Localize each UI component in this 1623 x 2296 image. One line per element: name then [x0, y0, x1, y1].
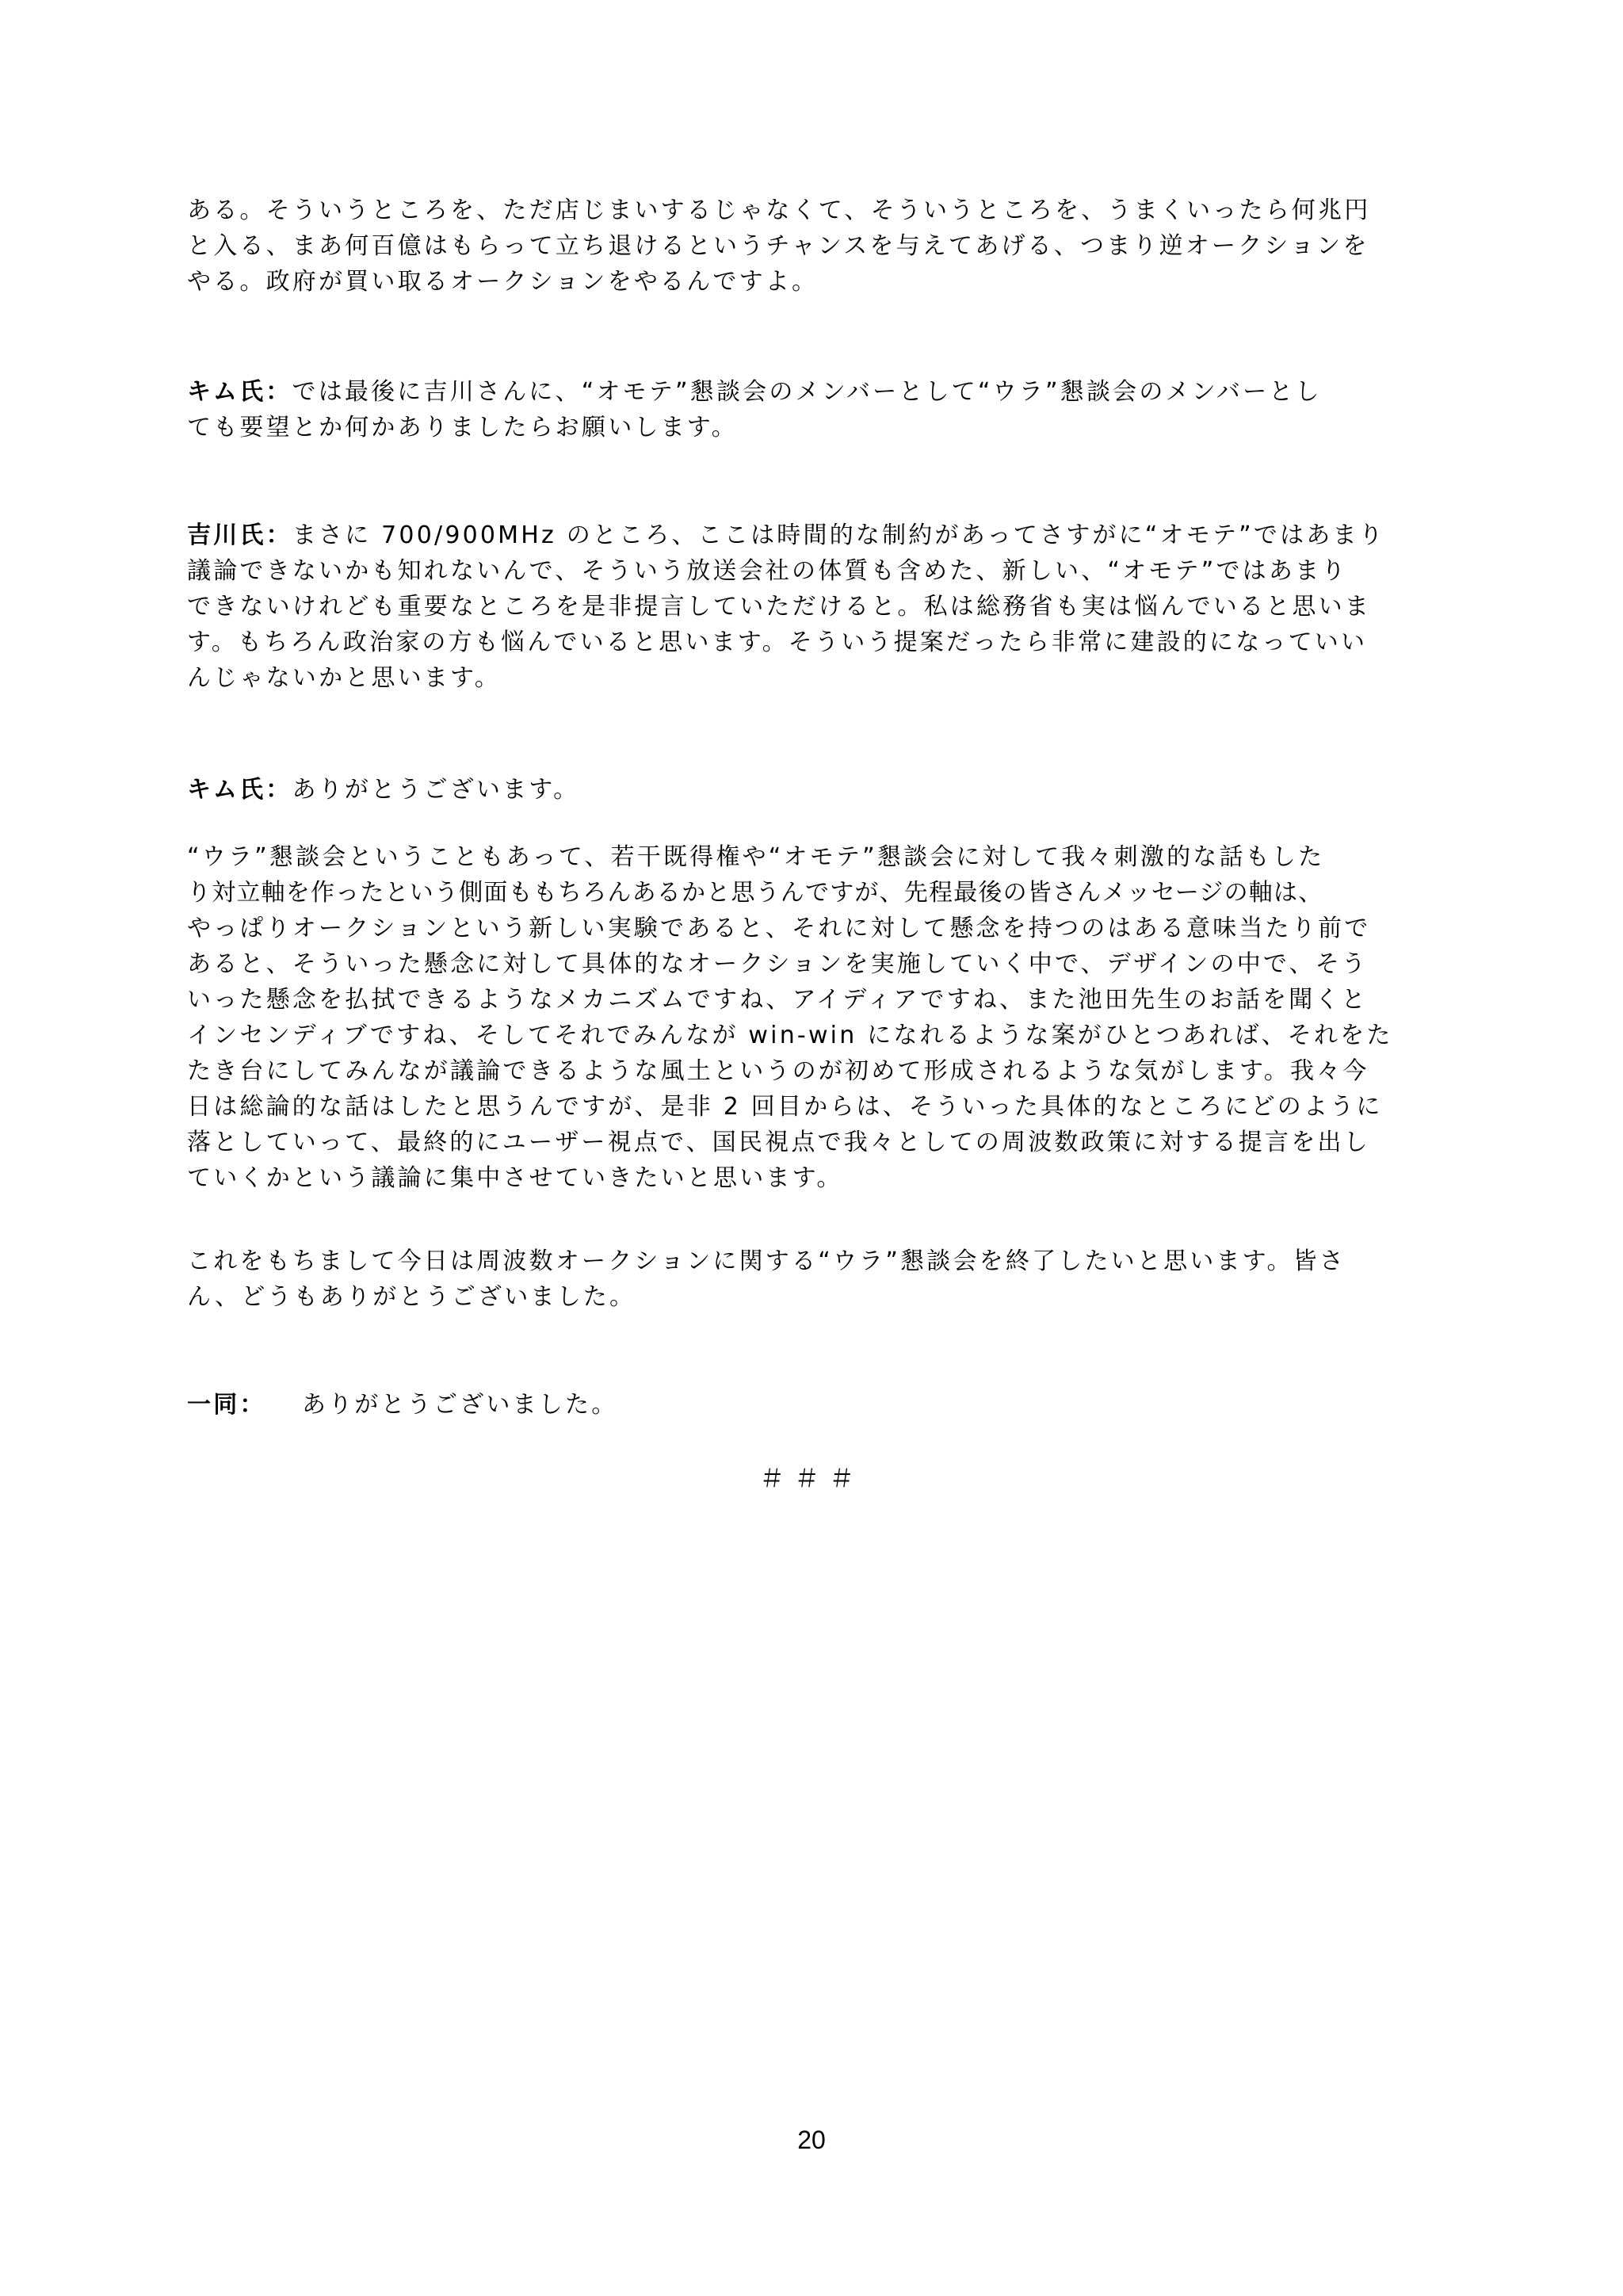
paragraph-continuation: [187, 193, 1487, 300]
statement-text: ありがとうございました。: [302, 1391, 618, 1419]
text-line: [187, 772, 1487, 808]
text-line: [187, 518, 1487, 553]
text-line: と入る、まあ何百億はもらって立ち退けるというチャンスを与えてあげる、つまり逆オークションを: [187, 232, 1369, 260]
speaker-label: キム氏：: [187, 776, 292, 804]
text-line: 日は総論的な話はしたと思うんですが、是非 2 回目からは、そういった具体的なところにどのように: [187, 1093, 1383, 1121]
speaker-label: キム氏：: [187, 378, 292, 406]
text-line: ある。そういうところを、ただ店じまいするじゃなくて、そういうところを、うまくいったら何兆円: [187, 197, 1371, 224]
ichido-statement: [187, 1387, 1487, 1423]
text-line: [187, 374, 1487, 410]
text-line: 議論できないかも知れないんで、そういう放送会社の体質も含めた、新しい、“オモテ”ではあまり: [187, 557, 1348, 585]
text-line: やる。政府が買い取るオークションをやるんですよ。: [187, 268, 819, 296]
text-line: できないけれども重要なところを是非提言していただけると。私は総務省も実は悩んでいると思いま: [187, 593, 1371, 621]
text-line: “ウラ”懇談会ということもあって、若干既得権や“オモテ”懇談会に対して我々刺激的な話もした: [187, 843, 1325, 871]
end-mark: ＃＃＃: [758, 1463, 864, 1493]
text-line: んじゃないかと思います。: [187, 664, 501, 692]
paragraph-summary: [187, 839, 1487, 1196]
text-line: ても要望とか何かありましたらお願いします。: [187, 414, 738, 441]
text-line: [187, 1387, 1487, 1423]
kim-statement-1: [187, 374, 1487, 445]
statement-text: ありがとうございます。: [292, 776, 580, 804]
text-line: り対立軸を作ったという側面ももちろんあるかと思うんですが、先程最後の皆さんメッセージの軸は、: [187, 879, 1323, 907]
kim-statement-2: [187, 772, 1487, 808]
text-line: これをもちまして今日は周波数オークションに関する“ウラ”懇談会を終了したいと思います。皆さ: [187, 1247, 1346, 1275]
text-line: ていくかという議論に集中させていきたいと思います。: [187, 1164, 843, 1192]
page-number: 20: [797, 2126, 826, 2154]
speaker-label: 一同：: [187, 1391, 266, 1419]
speaker-label: 吉川氏：: [187, 521, 292, 549]
text-line: やっぱりオークションという新しい実験であると、それに対して懸念を持つのはある意味当たり前で: [187, 915, 1371, 942]
paragraph-closing: [187, 1244, 1487, 1315]
text-line: あると、そういった懸念に対して具体的なオークションを実施していく中で、デザインの中で、そう: [187, 950, 1369, 978]
text-line: ん、どうもありがとうございました。: [187, 1283, 636, 1311]
text-line: 落としていって、最終的にユーザー視点で、国民視点で我々としての周波数政策に対する提言を出し: [187, 1129, 1370, 1156]
statement-text: まさに 700/900MHz のところ、ここは時間的な制約があってさすがに“オモテ”ではあまり: [292, 521, 1385, 549]
text-line: いった懸念を払拭できるようなメカニズムですね、アイディアですね、また池田先生のお話を聞くと: [187, 986, 1368, 1014]
text-line: インセンディブですね、そしてそれでみんなが win-win になれるような案がひとつあれば、それをた: [187, 1022, 1393, 1049]
statement-text: では最後に吉川さんに、“オモテ”懇談会のメンバーとして“ウラ”懇談会のメンバーとし: [292, 378, 1322, 406]
text-line: たき台にしてみんなが議論できるような風土というのが初めて形成されるような気がします。我々今: [187, 1057, 1369, 1085]
yoshikawa-statement: [187, 518, 1487, 696]
text-line: す。もちろん政治家の方も悩んでいると思います。そういう提案だったら非常に建設的になっていい: [187, 628, 1368, 656]
